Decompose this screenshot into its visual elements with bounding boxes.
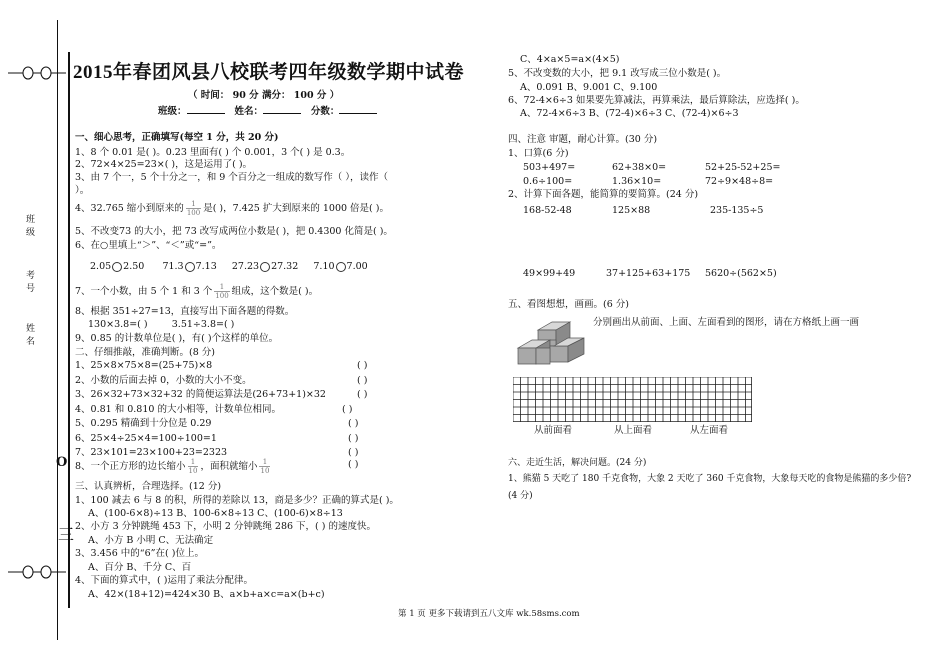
section5-instruction: 分别画出从前面、上面、左面看到的图形，请在方格纸上画一画 [593,317,860,328]
s1-q8: 8、根据 351÷27=13，直接写出下面各题的得数。 [75,306,295,317]
binding-circles-top [8,65,66,81]
class-field-label: 班级： [158,106,187,117]
oral-item: 503+497= [523,162,576,173]
view-label-front: 从前面看 [534,425,573,436]
s1-q3-end: ）。 [75,185,90,196]
calc-item: 125×88 [612,205,651,216]
calc-item: 49×99+49 [523,268,576,279]
judgement-item: 4、0.81 和 0.810 的大小相等，计数单位相同。 [75,403,281,415]
time-score-line: （ 时间： 90 分 满分： 100 分 ） [188,90,340,101]
s2-item8: 8、一个正方形的边长缩小 $\frac{1}{10}$ ，面积就缩小 $\frac{1}{10}$ [75,458,270,475]
grid-paper[interactable] [513,377,752,422]
calc-item: 37+125+63+175 [606,268,691,279]
section6-heading: 六、走近生活，解决问题。(24 分) [508,458,647,468]
fraction-1-10: $\frac{1}{10}$ [188,458,198,475]
s1-q8-parts: 130×3.8=( ) 3.51÷3.8=( ) [88,319,235,330]
score-field-blank[interactable] [339,103,377,114]
oral-item: 0.6÷100= [523,176,573,187]
name-field-label: 姓名： [234,106,263,117]
sidebar-class-label: 班 级 [26,215,36,238]
calc-item: 5620÷(562×5) [705,268,777,279]
judgement-answer-paren[interactable]: ( ) [348,447,359,458]
s1-q9: 9、0.85 的计数单位是( )，有( )个这样的单位。 [75,333,279,344]
s3-q1-options: A、(100-6×8)÷13 B、100-6×8÷13 C、(100-6)×8÷13 [88,508,343,519]
section1-heading: 一、细心思考，正确填写(每空 1 分，共 20 分) [75,132,279,143]
s3-q4-option-c: C、4×a×5=a×(4×5) [520,54,620,65]
section3-heading: 三、认真辨析，合理选择。(12 分) [75,481,222,492]
fraction-1-100: $\frac{1}{100}$ [215,283,229,300]
cube-stack-figure [510,318,590,370]
judgement-item: 1、25×8×75×8=(25+75)×8 [75,360,213,371]
s3-q3: 3、3.456 中的“6”在( )位上。 [75,548,204,559]
calc-item: 168-52-48 [523,205,572,216]
s3-q6-options: A、72-4×6÷3 B、(72-4)×6÷3 C、(72-4)×6÷3 [520,108,739,119]
binding-circles-bottom [8,564,66,580]
s3-q2: 2、小方 3 分钟跳绳 453 下，小明 2 分钟跳绳 286 下，( ) 的速度快。 [75,521,377,532]
oral-calc-title: 1、口算(6 分) [508,148,569,159]
s1-q5: 5、不改变73 的大小，把 73 改写成两位小数是( )，把 0.4300 化简是( )。 [75,226,393,237]
student-fields [158,103,377,119]
judgement-answer-paren[interactable]: ( ) [357,374,368,386]
name-field-blank[interactable] [263,103,301,114]
judgement-item: 2、小数的后面去掉 0，小数的大小不变。 [75,374,252,386]
oral-item: 62+38×0= [612,162,667,173]
s3-q4-options: A、42×(18+12)=424×30 B、a×b+a×c=a×(b+c) [88,589,325,600]
judgement-answer-paren[interactable]: ( ) [348,432,359,444]
judgement-answer-paren[interactable]: ( ) [357,360,368,371]
judgement-item: 3、26×32+73×32+32 的简便运算法是(26+73+1)×32 [75,389,326,400]
s1-q2: 2、72×4×25=23×( )，这是运用了( )。 [75,159,253,170]
s6-q1-score: (4 分) [508,491,533,501]
view-label-top: 从上面看 [614,425,653,436]
score-field-label: 分数： [310,106,340,117]
oral-item: 1.36×10= [612,176,662,187]
s1-q1: 1、8 个 0.01 是( )。0.23 里面有( ) 个 0.001，3 个( ) 是 0.3。 [75,147,351,158]
s3-q2-options: A、小方 B 小明 C、无法确定 [88,535,214,546]
fraction-1-10: $\frac{1}{10}$ [260,458,270,475]
s1-q7: 7、一个小数，由 5 个 1 和 3 个 $\frac{1}{100}$ 组成，这个数是( )。 [75,283,319,300]
s3-q1: 1、100 减去 6 与 8 的积，所得的差除以 13，商是多少？正确的算式是( )。 [75,495,399,506]
oral-item: 72÷9×48÷8= [705,176,774,187]
s3-q4: 4、下面的算式中，( )运用了乘法分配律。 [75,575,253,586]
judgement-item: 5、0.295 精确到十分位是 0.29 [75,418,212,429]
s6-q1: 1、熊猫 5 天吃了 180 千克食物，大象 2 天吃了 360 千克食物，大象每天吃的食物是熊猫的多少倍? [508,474,912,484]
s3-q3-options: A、百分 B、千分 C、百 [88,562,192,573]
s1-q6: 6、在○里填上“＞”、“＜”或“=”。 [75,240,222,251]
s3-q5-options: A、0.091 B、9.001 C、9.100 [520,82,658,93]
binding-three-mark: 三 [58,525,75,544]
sidebar-exam-no-label: 考 号 [26,271,36,294]
judgement-item: 6、25×4÷25×4=100÷100=1 [75,432,217,444]
s1-q4: 4、32.765 缩小到原来的 $\frac{1}{100}$ 是( )，7.425 扩大到原来的 1000 倍是( )。 [75,200,389,217]
view-label-left: 从左面看 [690,425,729,436]
s3-q5: 5、不改变数的大小，把 9.1 改写成三位小数是( )。 [508,68,727,79]
class-field-blank[interactable] [187,103,225,114]
judgement-answer-paren[interactable]: ( ) [357,389,368,400]
fraction-1-100: $\frac{1}{100}$ [186,200,201,217]
judgement-answer-paren[interactable]: ( ) [342,403,353,415]
page-footer: 第 1 页 更多下载请到五八文库 wk.58sms.com [398,609,580,619]
section4-heading: 四、注意 审题，耐心计算。(30 分) [508,134,658,145]
s2-item8-answer[interactable]: ( ) [348,459,359,470]
binding-line-outer [57,20,58,640]
compare-circle[interactable] [112,262,122,272]
s1-q6-compare-items: 2.05 2.50 71.3 7.13 27.23 27.32 7.10 7.00 [90,261,368,272]
compare-circle[interactable] [260,262,270,272]
s3-q6: 6、72-4×6÷3 如果要先算减法，再算乘法，最后算除法，应选择( )。 [508,95,805,106]
oral-item: 52+25-52+25= [705,162,781,173]
sidebar-name-label: 姓 名 [26,324,36,347]
section5-heading: 五、看图想想，画画。(6 分) [508,299,629,310]
section2-heading: 二、仔细推敲，准确判断。(8 分) [75,347,215,358]
binding-circle-mark: O [56,455,68,470]
s1-q3: 3、由 7 个一，5 个十分之一，和 9 个百分之一组成的数写作（ ），读作（ [75,172,389,183]
judgement-item: 7、23×101=23×100+23=2323 [75,447,228,458]
calc-title: 2、计算下面各题，能简算的要简算。(24 分) [508,189,699,200]
exam-title: 2015年春团风县八校联考四年级数学期中试卷 [73,62,465,83]
calc-item: 235-135÷5 [710,205,764,216]
compare-circle[interactable] [185,262,195,272]
judgement-answer-paren[interactable]: ( ) [348,418,359,429]
compare-circle[interactable] [336,262,346,272]
